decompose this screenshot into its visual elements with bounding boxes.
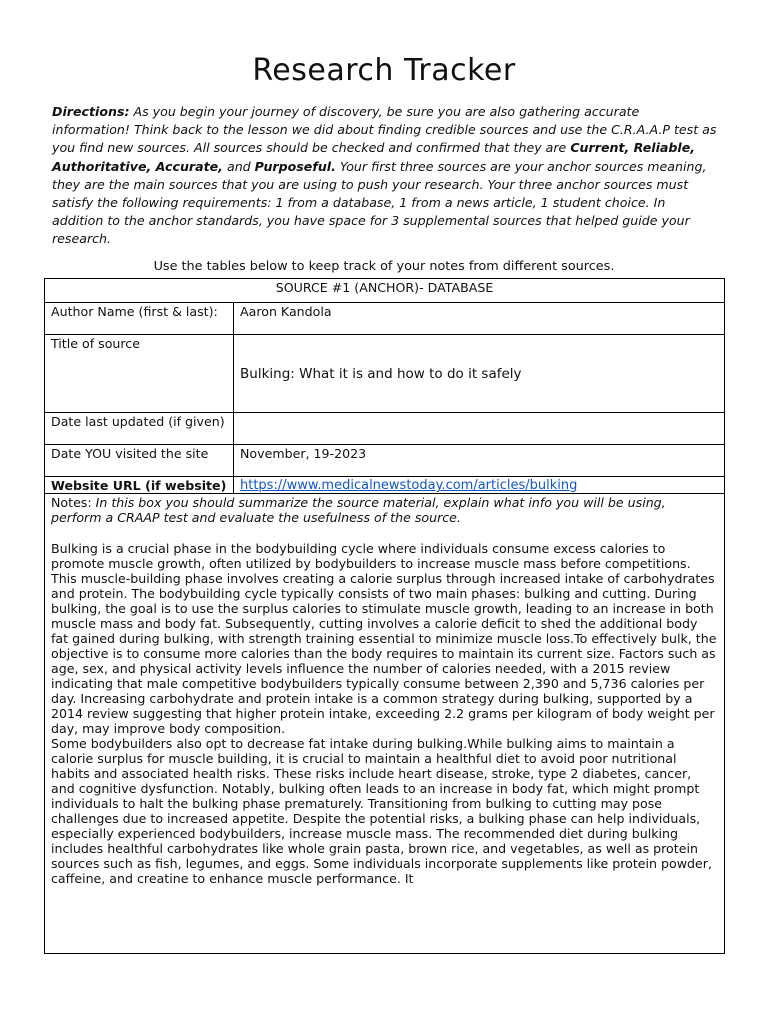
url-row	[45, 477, 725, 494]
directions-paragraph	[52, 103, 718, 249]
date-visited-label: Date YOU visited the site	[45, 445, 234, 477]
source-header-row	[45, 279, 725, 303]
notes-row	[45, 494, 725, 954]
page-title: Research Tracker	[252, 53, 516, 88]
directions-criteria: Current, Reliable, Authoritative, Accurate,	[52, 140, 696, 174]
url-label: Website URL (if website)	[45, 477, 234, 494]
notes-prompt: In this box you should summarize the source material, explain what info you will be using, perform a CRAAP test and evaluate the usefulness of the source.	[51, 495, 666, 525]
url-link[interactable]: https://www.medicalnewstoday.com/articles/bulking	[240, 478, 578, 493]
url-value-cell	[234, 477, 725, 494]
author-row	[45, 303, 725, 335]
directions-text-1: As you begin your journey of discovery, be sure you are also gathering accurate information! Think back to the lesson we did about finding credible sources and use the C.R.A.A.P test as you find new sources. All sources should be checked and confirmed that they are	[52, 104, 717, 156]
notes-label: Notes:	[51, 495, 92, 510]
date-updated-label: Date last updated (if given)	[45, 413, 234, 445]
directions-label: Directions:	[52, 104, 130, 119]
title-label: Title of source	[45, 335, 234, 413]
notes-cell[interactable]	[45, 494, 725, 954]
directions-text-2: Your first three sources are your anchor sources meaning, they are the main sources that you are using to push your research. Your three anchor sources must satisfy the following requirements: 1 from a database, 1 from a news article, 1 student choice. In addition to the anchor standards, you have space for 3 supplemental sources that helped guide your research.	[52, 158, 707, 247]
title-value[interactable]: Bulking: What it is and how to do it safely	[234, 335, 725, 413]
author-label: Author Name (first & last):	[45, 303, 234, 335]
directions-purposeful: Purposeful.	[254, 158, 336, 174]
author-value[interactable]: Aaron Kandola	[234, 303, 725, 335]
directions-text-and: and	[222, 158, 255, 174]
date-updated-row	[45, 413, 725, 445]
date-visited-value[interactable]: November, 19-2023	[234, 445, 725, 477]
source-header: SOURCE #1 (ANCHOR)- DATABASE	[45, 279, 725, 303]
date-visited-row	[45, 445, 725, 477]
notes-body: Bulking is a crucial phase in the bodybuilding cycle where individuals consume excess calories to promote muscle growth, often utilized by bodybuilders to increase muscle mass before competitions. This muscle-building phase involves creating a calorie surplus through increased intake of carbohydrates and protein. The bodybuilding cycle typically consists of two main phases: bulking and cutting. During bulking, the goal is to use the surplus calories to stimulate muscle growth, leading to an increase in both muscle mass and body fat. Subsequently, cutting involves a calorie deficit to shed the additional body fat gained during bulking, with strength training essential to minimize muscle loss.To effectively bulk, the objective is to consume more calories than the body requires to maintain its current size. Factors such as age, sex, and physical activity levels influence the number of calories needed, with a 2015 review indicating that male competitive bodybuilders typically consume between 2,390 and 5,736 calories per day. Increasing carbohydrate and protein intake is a common strategy during bulking, supported by a 2014 review suggesting that higher protein intake, exceeding 2.2 grams per kilogram of body weight per day, may improve body composition. Some bodybuilders also opt to decrease fat intake during bulking.While bulking aims to maintain a calorie surplus for muscle building, it is crucial to maintain a healthful diet to avoid poor nutritional habits and associated health risks. These risks include heart disease, stroke, type 2 diabetes, cancer, and cognitive dysfunction. Notably, bulking often leads to an increase in body fat, which might prompt individuals to halt the bulking phase prematurely. Transitioning from bulking to cutting may pose challenges due to increased appetite. Despite the potential risks, a bulking phase can help individuals, especially experienced bodybuilders, increase muscle mass. The recommended diet during bulking includes healthful carbohydrates like whole grain pasta, brown rice, and vegetables, as well as protein sources such as fish, legumes, and eggs. Some individuals incorporate supplements like protein powder, caffeine, and creatine to enhance muscle performance. It	[51, 540, 717, 886]
table-instruction: Use the tables below to keep track of your notes from different sources.	[153, 259, 615, 274]
source-table	[44, 278, 725, 954]
date-updated-value[interactable]	[234, 413, 725, 445]
title-row	[45, 335, 725, 413]
